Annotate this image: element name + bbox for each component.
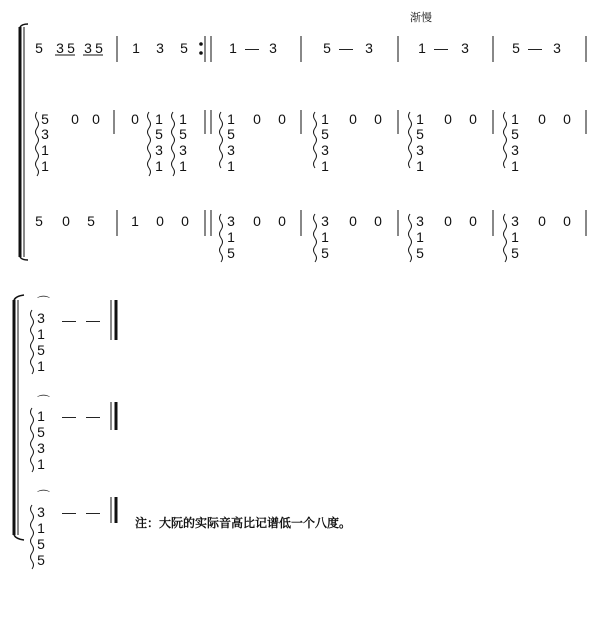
note: 1 (132, 40, 140, 56)
note: 5 (512, 40, 520, 56)
rest: 0 (563, 213, 571, 229)
rest: 0 (444, 213, 452, 229)
note: 3 (321, 142, 329, 158)
note: 1 (179, 111, 187, 127)
dash: — (62, 312, 76, 328)
note: 1 (416, 158, 424, 174)
note: 5 (87, 213, 95, 229)
dash: — (245, 40, 259, 56)
note: 5 (37, 552, 45, 568)
note: 1 (155, 111, 163, 127)
rest: 0 (278, 111, 286, 127)
rest: 0 (538, 213, 546, 229)
rest: 0 (62, 213, 70, 229)
rest: 0 (253, 111, 261, 127)
note: 1 (41, 158, 49, 174)
note: 3 (155, 142, 163, 158)
rest: 0 (374, 213, 382, 229)
note: 1 (37, 456, 45, 472)
rest: 0 (538, 111, 546, 127)
note: 5 (155, 126, 163, 142)
note: 1 (227, 229, 235, 245)
note: 1 (229, 40, 237, 56)
dash: — (339, 40, 353, 56)
note: 3 (227, 213, 235, 229)
note: 1 (179, 158, 187, 174)
note: 3 (461, 40, 469, 56)
note: 5 (511, 126, 519, 142)
dash: — (86, 408, 100, 424)
note: 3 (511, 213, 519, 229)
note: 5 (323, 40, 331, 56)
note: 5 (511, 245, 519, 261)
note: 1 (511, 111, 519, 127)
note: 1 (418, 40, 426, 56)
note: 5 (179, 126, 187, 142)
note: 3 (553, 40, 561, 56)
note: 5 (180, 40, 188, 56)
rest: 0 (563, 111, 571, 127)
dash: — (62, 408, 76, 424)
rest: 0 (253, 213, 261, 229)
dash: — (528, 40, 542, 56)
note: 1 (321, 229, 329, 245)
note: 5 (35, 213, 43, 229)
note: 5 (37, 424, 45, 440)
note: 1 (131, 213, 139, 229)
note: 1 (227, 111, 235, 127)
note: 5 (95, 40, 103, 56)
rest: 0 (278, 213, 286, 229)
note: 3 (365, 40, 373, 56)
tempo-mark: 渐慢 (410, 12, 432, 24)
dash: — (86, 312, 100, 328)
note: 1 (416, 229, 424, 245)
rest: 0 (131, 111, 139, 127)
rest: 0 (71, 111, 79, 127)
note: 1 (41, 142, 49, 158)
note: 3 (269, 40, 277, 56)
rest: 0 (349, 111, 357, 127)
note: 1 (321, 111, 329, 127)
note: 1 (321, 158, 329, 174)
fermata-icon: ⌒ (37, 295, 51, 310)
dash: — (434, 40, 448, 56)
note: 5 (37, 536, 45, 552)
note: 3 (416, 213, 424, 229)
note: 1 (155, 158, 163, 174)
note: 3 (511, 142, 519, 158)
note: 5 (416, 126, 424, 142)
footnote: 注：大阮的实际音高比记谱低一个八度。 (135, 516, 352, 530)
note: 1 (37, 520, 45, 536)
rest: 0 (444, 111, 452, 127)
note: 1 (37, 358, 45, 374)
rest: 0 (349, 213, 357, 229)
note: 1 (416, 111, 424, 127)
note: 3 (37, 310, 45, 326)
note: 3 (156, 40, 164, 56)
note: 3 (321, 213, 329, 229)
note: 3 (416, 142, 424, 158)
note: 3 (179, 142, 187, 158)
note: 5 (227, 245, 235, 261)
note: 5 (35, 40, 43, 56)
dash: — (86, 504, 100, 520)
note: 3 (56, 40, 64, 56)
note: 5 (416, 245, 424, 261)
note: 1 (511, 158, 519, 174)
rest: 0 (469, 213, 477, 229)
note: 5 (321, 126, 329, 142)
dash: — (62, 504, 76, 520)
fermata-icon: ⌒ (37, 489, 51, 504)
note: 5 (321, 245, 329, 261)
fermata-icon: ⌒ (37, 394, 51, 409)
rest: 0 (469, 111, 477, 127)
rest: 0 (181, 213, 189, 229)
note: 3 (37, 440, 45, 456)
note: 5 (41, 111, 49, 127)
note: 5 (67, 40, 75, 56)
rest: 0 (156, 213, 164, 229)
rest: 0 (374, 111, 382, 127)
note: 3 (227, 142, 235, 158)
note: 1 (37, 326, 45, 342)
note: 1 (37, 408, 45, 424)
note: 3 (37, 504, 45, 520)
note: 3 (84, 40, 92, 56)
note: 5 (227, 126, 235, 142)
note: 1 (227, 158, 235, 174)
rest: 0 (92, 111, 100, 127)
note: 3 (41, 126, 49, 142)
note: 1 (511, 229, 519, 245)
note: 5 (37, 342, 45, 358)
